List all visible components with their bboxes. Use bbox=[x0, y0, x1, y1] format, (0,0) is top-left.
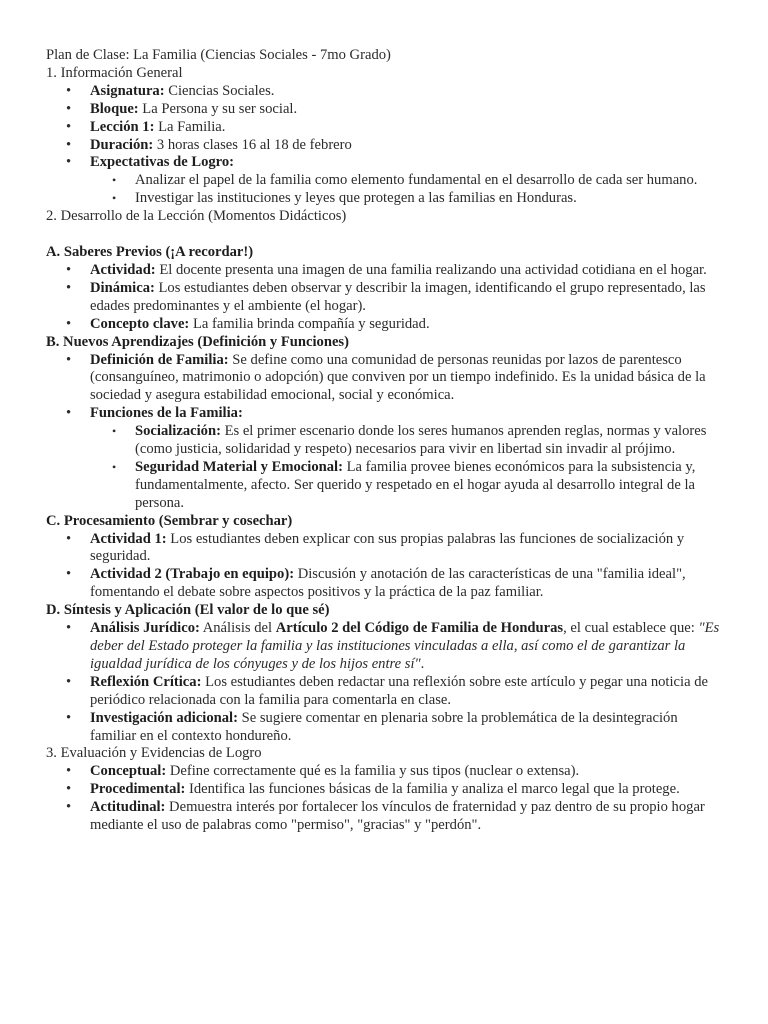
item-label: Dinámica: bbox=[90, 279, 155, 296]
aprendizajes-list bbox=[46, 352, 726, 513]
item-text: 3 horas clases 16 al 18 de febrero bbox=[153, 136, 352, 153]
subsection-c-heading: C. Procesamiento (Sembrar y cosechar) bbox=[46, 512, 293, 529]
general-info-list bbox=[46, 83, 726, 208]
item-text: . bbox=[420, 655, 425, 672]
item-label: Concepto clave: bbox=[90, 315, 190, 332]
list-item bbox=[90, 423, 726, 459]
item-label: Investigación adicional: bbox=[90, 709, 238, 726]
item-text: , el cual establece que: bbox=[563, 620, 699, 637]
list-item bbox=[46, 83, 726, 101]
item-text: Se define como una comunidad de personas reunidas por lazos de parentesco (consanguíneo, matrimonio o adopción) que conviven por un tiempo indefinido. Es la unidad básica de la sociedad y asegura estabilidad emocional, social y económica. bbox=[90, 351, 706, 404]
item-label: Seguridad Material y Emocional: bbox=[135, 458, 343, 475]
item-label: Asignatura: bbox=[90, 82, 165, 99]
list-item bbox=[46, 781, 726, 799]
sintesis-list bbox=[46, 620, 726, 745]
list-item bbox=[46, 674, 726, 710]
list-item bbox=[46, 566, 726, 602]
expectativas-list bbox=[90, 172, 726, 208]
legal-quote: "Es deber del Estado proteger la familia y las instituciones vinculadas a ella, así como el de garantizar la igualdad jurídica de los cónyuges y de los hijos entre sí" bbox=[90, 620, 720, 672]
subsection-b-heading: B. Nuevos Aprendizajes (Definición y Funciones) bbox=[46, 333, 349, 350]
item-label: Socialización: bbox=[135, 423, 221, 440]
item-text: La Familia. bbox=[154, 118, 226, 135]
list-item bbox=[46, 352, 726, 406]
document bbox=[46, 47, 726, 835]
document-title: Plan de Clase: La Familia (Ciencias Sociales - 7mo Grado) bbox=[46, 47, 391, 63]
list-item bbox=[46, 799, 726, 835]
item-text: Análisis del bbox=[199, 620, 276, 637]
list-item bbox=[90, 459, 726, 513]
item-text: Ciencias Sociales. bbox=[164, 82, 275, 99]
item-text: Identifica las funciones básicas de la familia y analiza el marco legal que la protege. bbox=[185, 781, 680, 798]
item-label: Reflexión Crítica: bbox=[90, 673, 202, 690]
subsection-d-heading: D. Síntesis y Aplicación (El valor de lo que sé) bbox=[46, 602, 330, 619]
item-text: Discusión y anotación de las características de una "familia ideal", fomentando el debate sobre aspectos positivos y la práctica de la paz familiar. bbox=[90, 566, 686, 601]
list-item bbox=[46, 316, 726, 334]
item-label: Actividad 2 (Trabajo en equipo): bbox=[90, 566, 295, 583]
list-item bbox=[46, 280, 726, 316]
item-text: La familia brinda compañía y seguridad. bbox=[189, 315, 430, 332]
list-item bbox=[46, 101, 726, 119]
list-item bbox=[46, 620, 726, 674]
item-label: Definición de Familia: bbox=[90, 351, 229, 368]
item-label: Actividad 1: bbox=[90, 530, 167, 547]
list-item bbox=[46, 531, 726, 567]
evaluacion-list bbox=[46, 763, 726, 835]
item-label: Lección 1: bbox=[90, 118, 155, 135]
item-label: Expectativas de Logro: bbox=[90, 154, 235, 171]
item-text: Se sugiere comentar en plenaria sobre la problemática de la desintegración familiar en el contexto hondureño. bbox=[90, 709, 678, 744]
procesamiento-list bbox=[46, 531, 726, 603]
section-3-heading: 3. Evaluación y Evidencias de Logro bbox=[46, 745, 262, 762]
article-reference: Artículo 2 del Código de Familia de Honduras bbox=[275, 620, 564, 637]
funciones-list bbox=[90, 423, 726, 513]
item-text: Los estudiantes deben explicar con sus propias palabras las funciones de socialización y seguridad. bbox=[90, 530, 685, 565]
item-text: Los estudiantes deben observar y describir la imagen, identificando el grupo representado, las edades predominantes y el ambiente (el hogar). bbox=[90, 279, 706, 314]
item-text: Define correctamente qué es la familia y sus tipos (nuclear o extensa). bbox=[166, 763, 580, 780]
item-label: Análisis Jurídico: bbox=[90, 620, 200, 637]
section-1-heading: 1. Información General bbox=[46, 64, 183, 81]
list-item bbox=[46, 405, 726, 512]
item-label: Actitudinal: bbox=[90, 799, 166, 816]
spacer bbox=[46, 226, 726, 244]
item-text: Es el primer escenario donde los seres humanos aprenden reglas, normas y valores (como justicia, solidaridad y respeto) necesarios para vivir en libertad sin invadir al prójimo. bbox=[135, 423, 707, 458]
subsection-a-heading: A. Saberes Previos (¡A recordar!) bbox=[46, 244, 254, 261]
item-label: Procedimental: bbox=[90, 781, 186, 798]
list-item: • Analizar el papel de la familia como elemento fundamental en el desarrollo de cada ser humano. bbox=[90, 172, 726, 190]
item-label: Bloque: bbox=[90, 100, 139, 117]
item-text: El docente presenta una imagen de una familia realizando una actividad cotidiana en el hogar. bbox=[155, 261, 707, 278]
item-text: Los estudiantes deben redactar una reflexión sobre este artículo y pegar una noticia de periódico relacionada con la familia para comentarla en clase. bbox=[90, 673, 708, 708]
item-text: Demuestra interés por fortalecer los vínculos de fraternidad y paz dentro de su propio hogar mediante el uso de palabras como "permiso", "gracias" y "perdón". bbox=[90, 799, 705, 834]
item-text: La Persona y su ser social. bbox=[138, 100, 298, 117]
list-item bbox=[46, 119, 726, 137]
item-label: Funciones de la Familia: bbox=[90, 405, 243, 422]
list-item bbox=[46, 154, 726, 208]
item-label: Actividad: bbox=[90, 261, 156, 278]
section-2-heading: 2. Desarrollo de la Lección (Momentos Didácticos) bbox=[46, 208, 347, 225]
list-item bbox=[46, 763, 726, 781]
list-item bbox=[46, 710, 726, 746]
item-text: La familia provee bienes económicos para la subsistencia y, fundamentalmente, afecto. Ser querido y respetado en el hogar ayuda al desarrollo integral de la persona. bbox=[135, 458, 696, 511]
list-item bbox=[46, 262, 726, 280]
saberes-list bbox=[46, 262, 726, 334]
item-label: Duración: bbox=[90, 136, 154, 153]
item-label: Conceptual: bbox=[90, 763, 167, 780]
list-item: • Investigar las instituciones y leyes que protegen a las familias en Honduras. bbox=[90, 190, 726, 208]
list-item bbox=[46, 137, 726, 155]
